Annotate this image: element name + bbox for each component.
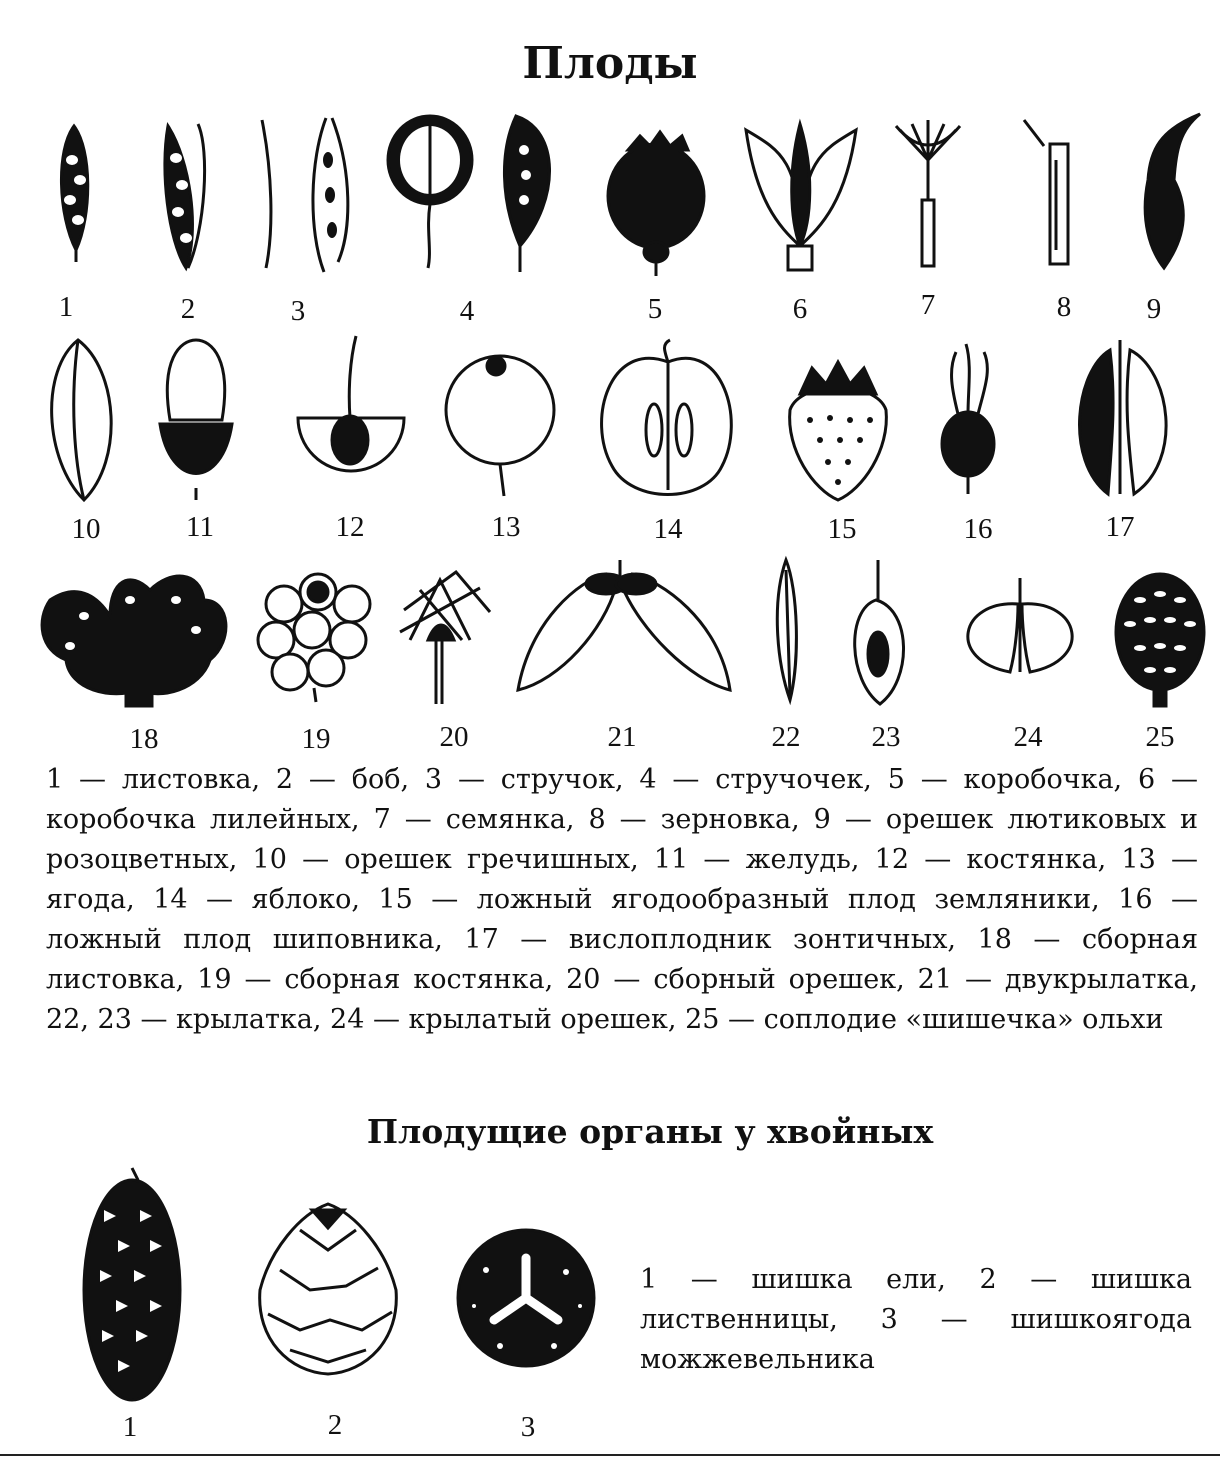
fruit-20-aggregate-nutlet [400,572,490,704]
fruit-label: 21 [607,721,637,753]
fruit-8-caryopsis [1024,120,1068,264]
fruit-label: 3 [290,295,306,327]
fruit-21-double-samara [518,560,730,690]
fruit-label: 16 [963,513,993,545]
fruit-label: 4 [459,295,475,327]
fruit-label: 25 [1145,721,1175,753]
fruit-label: 14 [653,513,683,545]
fruit-22-samara [777,560,796,700]
cone-2-larch [260,1204,397,1374]
fruit-14-pome [602,340,732,495]
cone-label: 3 [520,1411,536,1443]
fruit-19-aggregate-drupe [258,574,370,702]
fruit-label: 5 [647,293,663,325]
fruit-10-polygonaceae-nutlet [52,340,112,500]
fruit-12-drupe [298,336,404,471]
conifer-heading: Плодущие органы у хвойных [366,1112,934,1151]
fruit-13-berry [446,356,554,496]
fruit-2-legume [165,124,205,268]
fruit-label: 7 [920,289,936,321]
fruit-25-alder-cone [1116,574,1204,706]
fruit-label: 2 [180,293,196,325]
fruit-6-lily-capsule [746,124,856,270]
cone-3-juniper-berry [458,1230,594,1366]
fruit-label: 6 [792,293,808,325]
fruit-9-nutlet [1145,114,1200,268]
fruit-caption: 1 — листовка, 2 — боб, 3 — стручок, 4 — стручочек, 5 — коробочка, 6 — коробочка лилейных, 7 — семянка, 8 — зерновка, 9 — орешек лютиковых и розоцветных, 10 — орешек гречишных, 11 — желудь, 12 — костянка, 13 — ягода, 14 — яблоко, 15 — ложный ягодообразный плод земляники, 16 — ложный плод шиповника, 17 — вислоплодник зонтичных, 18 — сборная листовка, 19 — сборная костянка, 20 — сборный орешек, 21 — двукрылатка, 22, 23 — крылатка, 24 — крылатый орешек, 25 — соплодие «шишечка» ольхи [46,764,1198,1035]
fruit-5-capsule [608,132,704,276]
cone-label: 1 [122,1411,138,1443]
fruit-label: 20 [439,721,469,753]
fruit-16-rosehip [942,344,994,494]
fruit-label: 23 [871,721,901,753]
fruit-15-strawberry [790,362,887,500]
fruit-label: 24 [1013,721,1043,753]
cone-label: 2 [327,1409,343,1441]
fruit-label: 17 [1105,511,1135,543]
fruit-label: 15 [827,513,857,545]
fruit-17-cremocarp [1080,340,1167,494]
fruit-label: 18 [129,723,159,755]
fruit-label: 22 [771,721,801,753]
bottom-rule [0,1454,1220,1456]
fruit-1-follicle [61,126,87,262]
fruit-label: 8 [1056,291,1072,323]
fruit-label: 13 [491,511,521,543]
cone-1-spruce [84,1168,180,1400]
page-title: Плоды [522,38,698,89]
fruit-18-aggregate-follicle [42,576,226,706]
fruit-11-acorn [160,340,232,500]
fruit-23-samara [855,560,904,704]
fruit-7-achene [896,120,960,266]
fruit-label: 11 [186,511,214,543]
fruit-label: 19 [301,723,331,755]
fruit-3-silique [262,118,348,272]
fruit-label: 10 [71,513,101,545]
fruit-24-winged-nutlet [968,578,1072,672]
fruit-label: 1 [58,291,74,323]
cone-caption: 1 — шишка ели, 2 — шишка лиственницы, 3 — шишкоягода можжевельника [640,1264,1192,1375]
fruit-label: 9 [1146,293,1162,325]
fruit-4-silicle [388,116,550,272]
fruit-label: 12 [335,511,365,543]
